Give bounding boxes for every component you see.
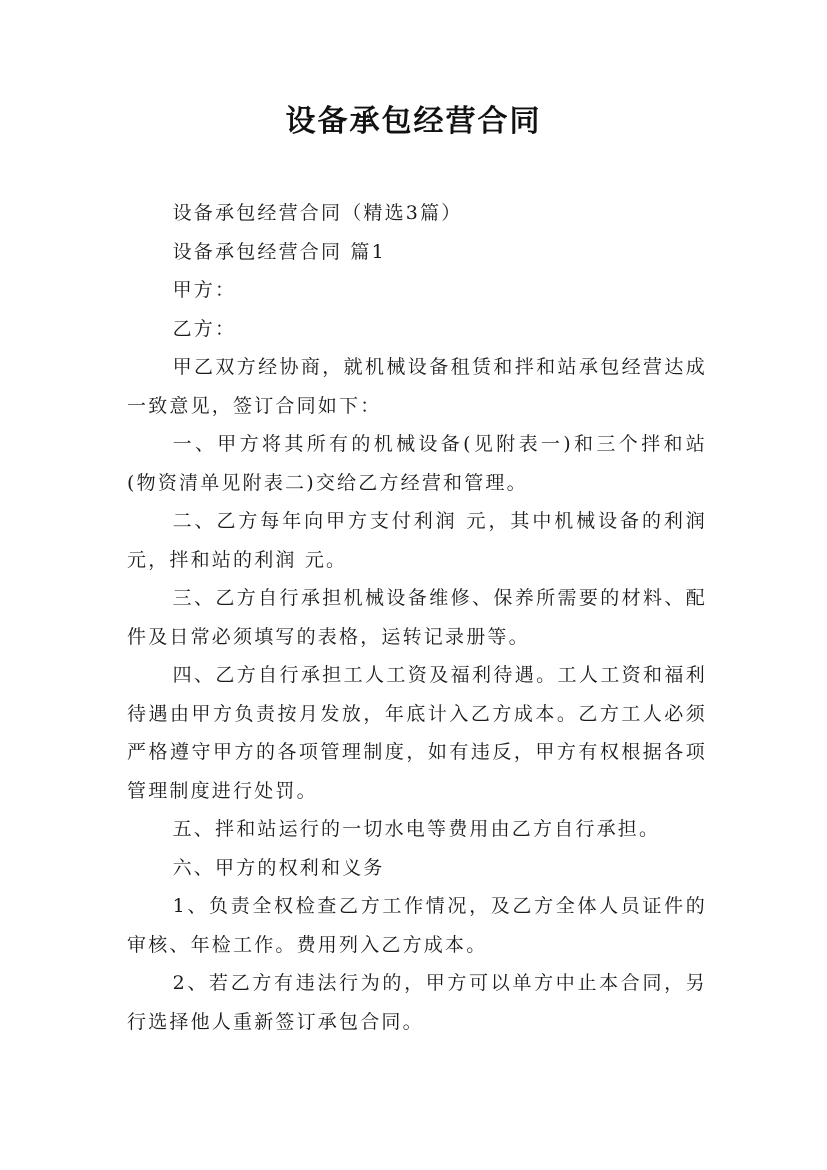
paragraph-clause-4: 四、乙方自行承担工人工资及福利待遇。工人工资和福利待遇由甲方负责按月发放，年底计入乙方成本。乙方工人必须严格遵守甲方的各项管理制度，如有违反，甲方有权根据各项管理制度进行处罚。 — [127, 664, 707, 802]
paragraph-clause-3: 三、乙方自行承担机械设备维修、保养所需要的材料、配件及日常必须填写的表格，运转记录册等。 — [127, 587, 707, 648]
paragraph-intro: 甲乙双方经协商，就机械设备租赁和拌和站承包经营达成一致意见，签订合同如下： — [127, 356, 707, 417]
paragraph-clause-6-1: 1、负责全权检查乙方工作情况，及乙方全体人员证件的审核、年检工作。费用列入乙方成本。 — [127, 895, 707, 956]
paragraph-clause-5: 五、拌和站运行的一切水电等费用由乙方自行承担。 — [172, 818, 661, 840]
paragraph-clause-1: 一、甲方将其所有的机械设备(见附表一)和三个拌和站(物资清单见附表二)交给乙方经营和管理。 — [127, 433, 707, 494]
paragraph-section-title: 设备承包经营合同 篇1 — [172, 240, 386, 263]
paragraph-clause-6-2: 2、若乙方有违法行为的，甲方可以单方中止本合同，另行选择他人重新签订承包合同。 — [127, 972, 707, 1033]
paragraph-party-b: 乙方： — [172, 317, 237, 340]
document-body — [127, 194, 707, 1041]
paragraph-clause-6: 六、甲方的权利和义务 — [172, 856, 385, 879]
paragraph-heading: 设备承包经营合同（精选3篇） — [172, 202, 463, 224]
paragraph-party-a: 甲方： — [172, 279, 237, 301]
document-title: 设备承包经营合同 — [285, 104, 542, 139]
paragraph-clause-2: 二、乙方每年向甲方支付利润 元，其中机械设备的利润 元，拌和站的利润 元。 — [127, 510, 707, 571]
